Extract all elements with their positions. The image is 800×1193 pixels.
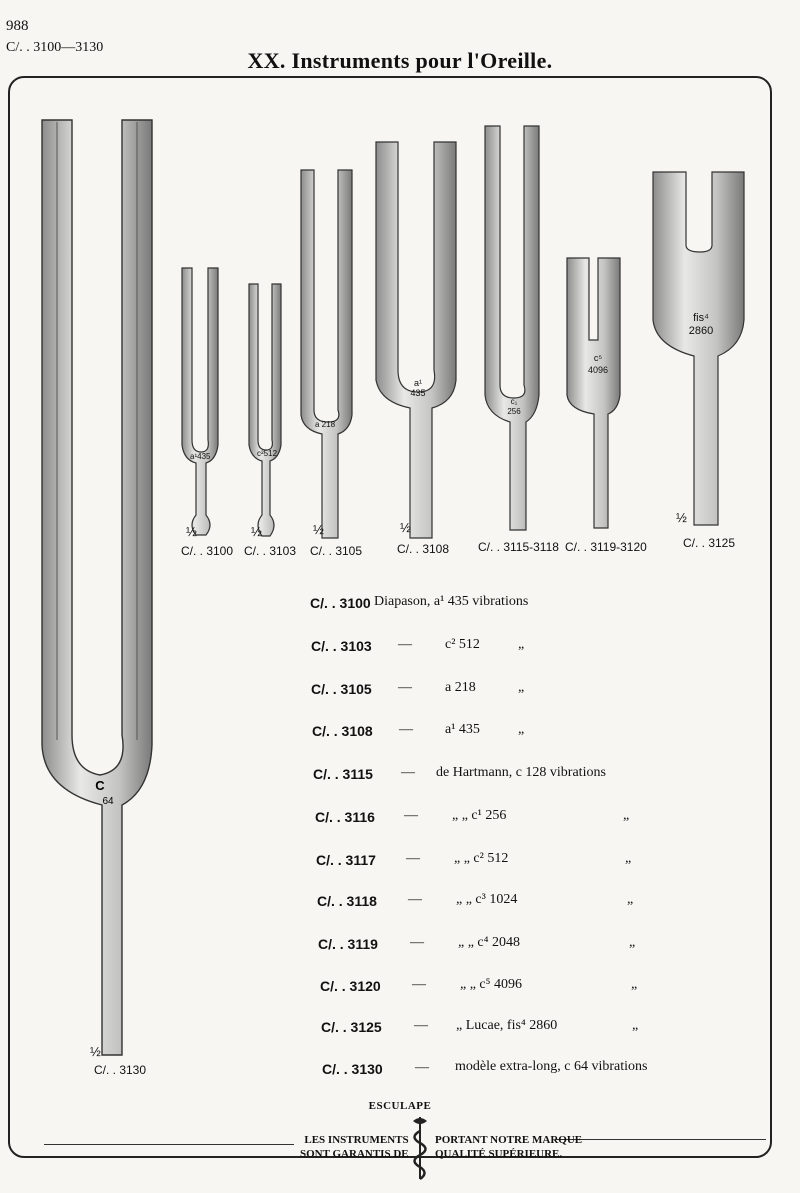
entry-dash: — [408, 892, 422, 907]
fork-3108-icon [376, 142, 456, 538]
figure-label: C/. . 3130 [94, 1063, 147, 1077]
entry-code: C/. . 3103 [311, 638, 372, 654]
scale-fraction: ½ [313, 522, 324, 537]
entry-code: C/. . 3125 [321, 1019, 382, 1035]
entry-code: C/. . 3117 [316, 852, 376, 868]
entry-code: C/. . 3130 [322, 1061, 383, 1077]
scale-fraction: ½ [90, 1044, 101, 1059]
figure-label: C/. . 3119-3120 [565, 540, 647, 554]
slogan-line: PORTANT NOTRE MARQUE [435, 1134, 583, 1146]
entry-ditto: „ [629, 935, 636, 950]
fork-3125-icon [653, 172, 744, 525]
entry-description: de Hartmann, c 128 vibrations [436, 765, 606, 780]
entry-ditto: „ [518, 680, 525, 695]
entry-description: „ „ c¹ 256 [452, 808, 507, 823]
page-title: XX. Instruments pour l'Oreille. [247, 48, 553, 73]
fork-3105-icon [301, 170, 352, 538]
slogan-left [300, 1133, 409, 1161]
entry-ditto: „ [623, 808, 630, 823]
entry-dash: — [401, 765, 415, 780]
entry-dash: — [406, 851, 420, 866]
fork-marking: c₁ 256 [507, 397, 521, 416]
scale-fraction: ½ [186, 524, 197, 539]
entry-dash: — [415, 1060, 429, 1075]
entry-dash: — [410, 935, 424, 950]
entry-dash: — [399, 722, 413, 737]
entry-ditto: „ [627, 892, 634, 907]
entry-description: modèle extra-long, c 64 vibrations [455, 1059, 648, 1074]
entry-ditto: „ [625, 851, 632, 866]
scale-fraction: ½ [400, 520, 411, 535]
entry-ditto: „ [518, 722, 525, 737]
entry-code: C/. . 3108 [312, 723, 373, 739]
entry-code: C/. . 3115 [313, 766, 373, 782]
entry-description: „ Lucae, fis⁴ 2860 [456, 1018, 558, 1033]
fork-3100-icon [182, 268, 218, 535]
slogan-right [435, 1133, 582, 1161]
entry-dash: — [414, 1018, 428, 1033]
entry-description: c² 512 [445, 637, 480, 652]
figure-label: C/. . 3105 [310, 544, 363, 558]
entry-code: C/. . 3119 [318, 936, 378, 952]
figure-label: C/. . 3100 [181, 544, 234, 558]
entry-description: „ „ c³ 1024 [456, 892, 518, 907]
entry-dash: — [398, 637, 412, 652]
page-number: 988 [6, 18, 29, 34]
entry-ditto: „ [518, 637, 525, 652]
footer-rule-left [44, 1144, 294, 1145]
svg-text:C: C [95, 778, 105, 793]
entry-code: C/. . 3100 [310, 595, 371, 611]
entry-ditto: „ [632, 1018, 639, 1033]
fork-marking: a 218 [315, 420, 336, 429]
fork-marking: fis⁴ 2860 [688, 312, 714, 337]
figure-label: C/. . 3125 [683, 536, 736, 550]
fork-3103-icon [249, 284, 281, 536]
scale-fraction: ½ [251, 524, 262, 539]
catalog-range: C/. . 3100—3130 [6, 40, 104, 55]
fork-3115-3118-icon [485, 126, 539, 530]
fork-marking: c²512 [257, 449, 278, 458]
entry-ditto: „ [631, 977, 638, 992]
entry-description: „ „ c⁵ 4096 [460, 977, 523, 992]
entry-description: a¹ 435 [445, 722, 480, 737]
figure-label: C/. . 3115-3118 [478, 540, 559, 554]
brand-name: ESCULAPE [368, 1100, 432, 1112]
entry-code: C/. . 3105 [311, 681, 372, 697]
slogan-line: SONT GARANTIS DE [300, 1148, 409, 1160]
entry-description: „ „ c⁴ 2048 [458, 935, 521, 950]
fork-marking: a¹ 435 [410, 378, 426, 398]
svg-text:64: 64 [102, 796, 114, 807]
slogan-line: LES INSTRUMENTS [304, 1134, 409, 1146]
entry-code: C/. . 3118 [317, 893, 377, 909]
entry-dash: — [398, 680, 412, 695]
entry-description: „ „ c² 512 [454, 851, 509, 866]
entry-description: Diapason, a¹ 435 vibrations [374, 594, 529, 609]
scale-fraction: ½ [676, 510, 687, 525]
fork-marking: c⁵ 4096 [587, 353, 609, 375]
fork-3130-icon [42, 120, 152, 1055]
fork-3119-3120-icon [567, 258, 620, 528]
figure-label: C/. . 3103 [244, 544, 297, 558]
entry-code: C/. . 3116 [315, 809, 375, 825]
entry-dash: — [404, 808, 418, 823]
slogan-line: QUALITÉ SUPÉRIEURE. [435, 1148, 563, 1160]
entry-code: C/. . 3120 [320, 978, 381, 994]
entry-description: a 218 [445, 680, 476, 695]
caduceus-logo-icon [405, 1113, 435, 1183]
figure-label: C/. . 3108 [397, 542, 450, 556]
footer-rule-right [556, 1139, 766, 1140]
fork-marking: a¹435 [190, 452, 211, 461]
entry-dash: — [412, 977, 426, 992]
